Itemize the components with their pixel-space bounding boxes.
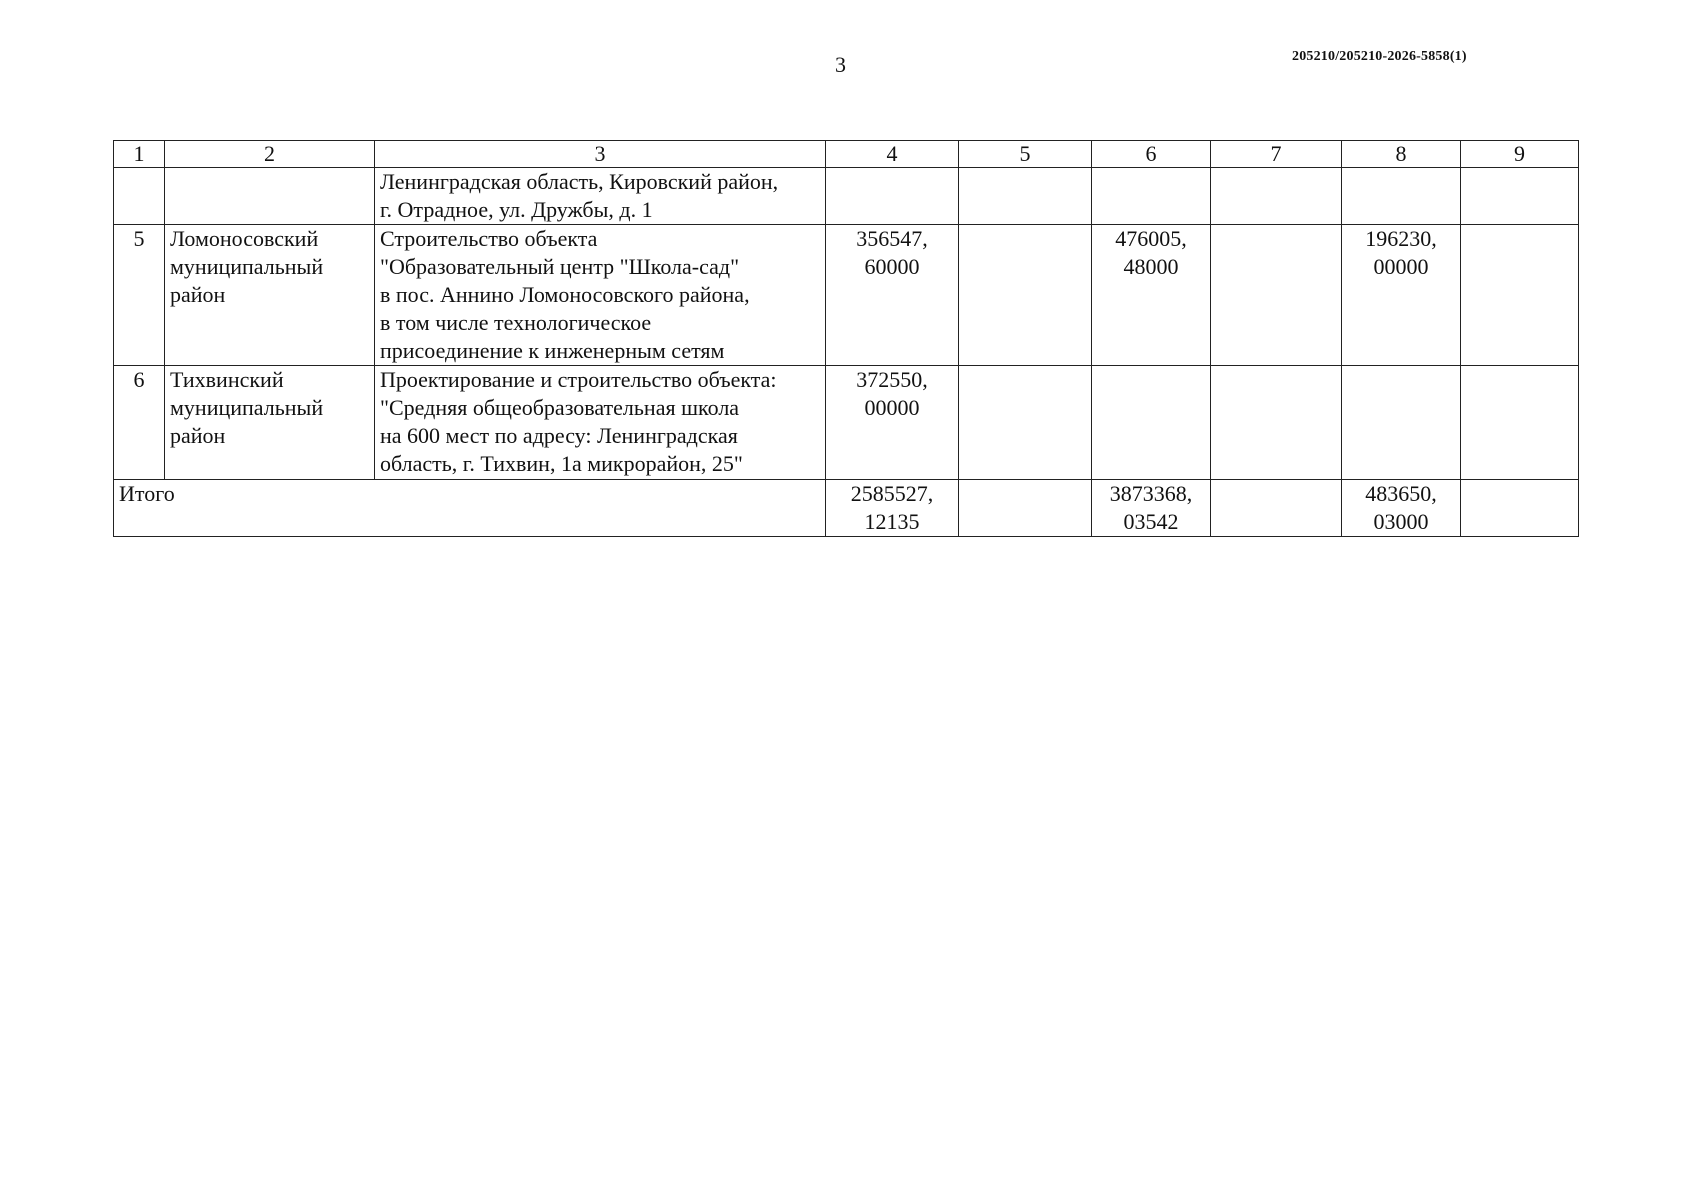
value-cell [959,225,1092,366]
column-header: 5 [959,141,1092,168]
district-cell: Тихвинский муниципальный район [165,366,375,480]
value-cell: 476005, 48000 [1092,225,1211,366]
table-row [114,168,1579,225]
value-cell [1211,366,1342,480]
value-cell: 372550, 00000 [826,366,959,480]
value-cell [959,366,1092,480]
column-header: 1 [114,141,165,168]
row-number: 5 [114,225,165,366]
district-cell [165,168,375,225]
page-number: 3 [835,52,846,77]
column-header: 3 [375,141,826,168]
column-header: 2 [165,141,375,168]
value-cell [1461,366,1579,480]
value-cell [1342,366,1461,480]
column-header: 4 [826,141,959,168]
column-header: 7 [1211,141,1342,168]
total-value-cell [1211,480,1342,537]
value-cell: 196230, 00000 [1342,225,1461,366]
total-value-cell [959,480,1092,537]
value-cell [1461,225,1579,366]
value-cell [1211,168,1342,225]
total-row [114,480,1579,537]
column-header: 9 [1461,141,1579,168]
row-number [114,168,165,225]
district-cell: Ломоносовский муниципальный район [165,225,375,366]
value-cell [959,168,1092,225]
column-header: 8 [1342,141,1461,168]
budget-table [113,140,1579,537]
object-cell: Ленинградская область, Кировский район, г. Отрадное, ул. Дружбы, д. 1 [375,168,826,225]
total-value-cell: 483650, 03000 [1342,480,1461,537]
table-row [114,225,1579,366]
total-value-cell: 3873368, 03542 [1092,480,1211,537]
document-id: 205210/205210-2026-5858(1) [1292,49,1467,64]
value-cell [1211,225,1342,366]
object-cell: Строительство объекта "Образовательный центр "Школа-сад" в пос. Аннино Ломоносовского района, в том числе технологическое присоединение к инженерным сетям [375,225,826,366]
row-number: 6 [114,366,165,480]
column-header: 6 [1092,141,1211,168]
value-cell [1092,366,1211,480]
total-value-cell: 2585527, 12135 [826,480,959,537]
value-cell [826,168,959,225]
object-cell: Проектирование и строительство объекта: "Средняя общеобразовательная школа на 600 мест по адресу: Ленинградская область, г. Тихвин, 1а микрорайон, 25" [375,366,826,480]
value-cell: 356547, 60000 [826,225,959,366]
total-value-cell [1461,480,1579,537]
value-cell [1461,168,1579,225]
total-label: Итого [114,480,826,537]
table-row [114,366,1579,480]
value-cell [1342,168,1461,225]
value-cell [1092,168,1211,225]
table-header-row [114,141,1579,168]
